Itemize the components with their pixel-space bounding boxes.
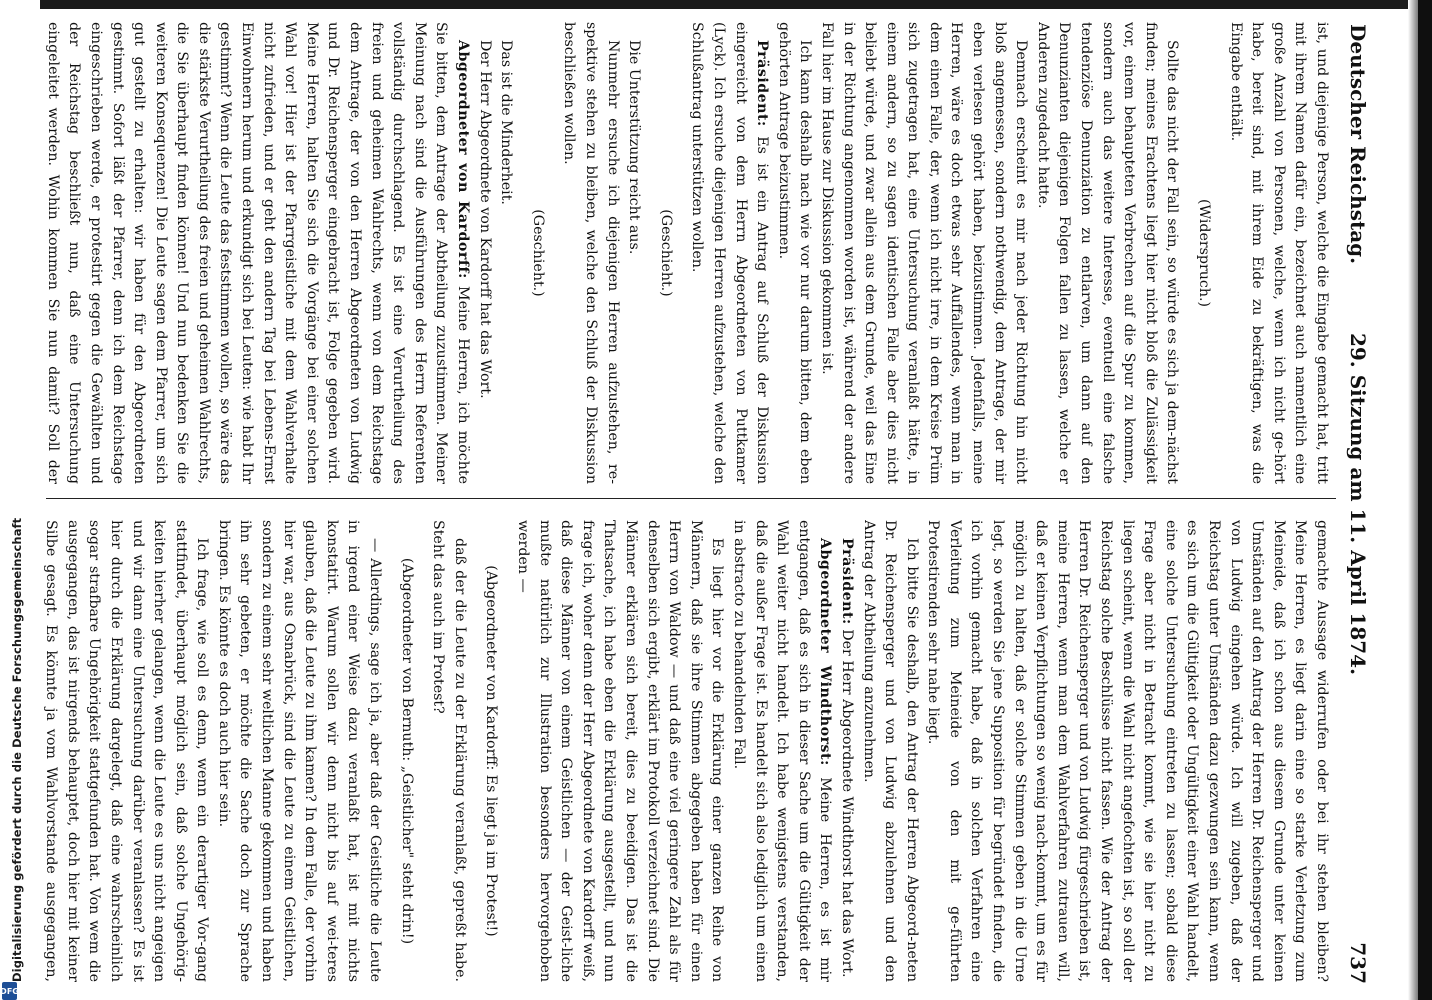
paragraph-text: Sollte das nicht der Fall sein, so würde es sich ja dem-nächst finden; meines Erachtens liegt hier nicht bloß die Zulässigkeit vor, einem behaupteten Verbrechen auf die Spur zu kommen, sondern auch das weitere Interesse, eventuell eine falsche tendenziöse Denunziation zu entlarven, um dann auf den Denunzianten diejenigen Folgen fallen zu lassen, welche er Anderen zugedacht hatte. bbox=[1034, 22, 1181, 484]
speaker-name: Abgeordneter von Kardorff: bbox=[455, 40, 472, 279]
paragraph-text: Der Herr Abgeordnete Windthorst hat das Wort. bbox=[838, 624, 855, 978]
right-column bbox=[42, 520, 1332, 982]
paragraph-text: (Abgeordneter von Bernuth: „Geistlicher" steht drin!) bbox=[398, 557, 415, 945]
speaker-name: Präsident: bbox=[838, 538, 855, 625]
paragraph bbox=[857, 520, 922, 982]
paragraph-text: (Widerspruch.) bbox=[1196, 198, 1213, 308]
paragraph-text: Ich frage, wie soll es denn, wenn ein derartiger Vor-gang stattfindet, überhaupt möglich sein, daß solche Ungehörig-keiten hierher gelangen, wenn die Leute es uns nicht angeigen und wir dann eine Untersuchung darüber veranlassen? Es ist hier durch die Erklärung dargelegt, daß eine wahrscheinlich sogar strafbare Ungehörigkeit stattgefunden hat. Von wem die ausgegangen, das ist nirgends behauptet, doch hier mit keiner Silbe gesagt. Es könnte ja vom Wahlvorstande ausgegangen, bbox=[43, 520, 211, 982]
paragraph bbox=[212, 520, 385, 982]
speaker-name: Präsident: bbox=[754, 40, 771, 127]
paragraph-text: Das ist die Minderheit. bbox=[498, 40, 515, 205]
page-number: 737 bbox=[1346, 942, 1370, 984]
paragraph bbox=[42, 22, 473, 484]
paragraph-text: Meine Herren, es ist mir entgangen, daß es sich in dieser Sache um die Gültigkeit der Wahl weiter nicht handelt. Ich habe wenigstens verstanden, daß die außer Frage ist. Es handelt sich also lediglich um einen in abstracto zu behandelnden Fall. bbox=[730, 520, 834, 982]
paragraph bbox=[922, 520, 1332, 982]
paragraph-text: ist, und diejenige Person, welche die Eingabe gemacht hat, tritt mit ihrem Namen dafür ein, bezeichnet auch namentlich eine große Anzahl von Personen, welche, wenn ich nicht ge-hört habe, bereit sind, mit ihrem Eide zu bekräftigen, was die Eingabe enthält. bbox=[1227, 22, 1330, 484]
paragraph-text: (Geschieht.) bbox=[657, 209, 674, 297]
paragraph-text: Demnach erscheint es mir nach jeder Richtung hin nicht bloß angemessen, sondern nothwendig, dem Antrage, der mir eben verlesen gehört haben, beizustimmen. Jedenfalls, meine Herren, wäre es doch etwas sehr Auffallendes, wenn man in dem einen Falle, der, wenn ich nicht irre, in dem Kreise Prüm sich zugetragen hat, eine Untersuchung veranlaßt hätte, in einem andern, so zu sagen identischen Falle aber dies nicht beliebt würde, und zwar allein aus dem Grunde, weil das Eine in der Richtung angenommen worden ist, während der andere Fall hier im Hause zur Diskussion gekommen ist. bbox=[818, 22, 1030, 484]
paragraph bbox=[495, 22, 517, 484]
paragraph bbox=[686, 22, 772, 484]
document-page bbox=[31, 8, 1376, 998]
paragraph-text: Es ist ein Antrag auf Schluß der Diskussion eingereicht von dem Herrn Abgeordneten von Puttkamer (Lyck). Ich ersuche diejenigen Herren aufzustehen, welche den Schlußantrag unterstützen wollen. bbox=[689, 22, 771, 484]
paragraph-text: daß der die Leute zu der Erklärung veranlaßt, gepreßt habe. Steht das auch im Protest? bbox=[430, 520, 468, 982]
paragraph bbox=[835, 520, 857, 982]
paragraph bbox=[42, 520, 212, 982]
scan-edge-shadow bbox=[1408, 0, 1418, 1000]
paragraph bbox=[815, 22, 1031, 484]
paragraph-text: gemachte Aussage widerrufen oder bei ihr stehen bleiben? Meine Herren, es liegt darin eine so starke Verletzung zum Meineide, daß ich schon aus diesem Grunde unter keinen Umständen auf den Antrag der Herren Dr. Reichensperger und von Ludwig eingehen würde. Ich will zugeben, daß der Reichstag unter Umständen dazu gezwungen sein kann, wenn es sich um die Gültigkeit oder Ungültigkeit einer Wahl handelt, eine solche Untersuchung eintreten zu lassen; sobald diese Frage aber nicht in Betracht kommt, wie sie hier nicht zu liegen scheint, wenn die Wahl nicht angefochten ist, so soll der Reichstag solche Beschlüsse nicht fassen. Wie der Antrag der Herren Dr. Reichensperger und von Ludwig fürgeschrieben ist, meine Herren, wenn man dem Wahlverfahren zutrauen will, daß er keinen Verpflichtungen so wenig nach-kommt, um es für möglich zu halten, daß er solche Stimmen geben in die Urne legt, so werden Sie jene Supposition für begründet finden, die ich vorhin gemacht habe, daß in solchen Verfahren eine Verleitung zum Meineide von den mit ge-führten Protestirenden sehr nahe liegt. bbox=[925, 520, 1330, 982]
header-session: 29. Sitzung am 11. April 1874. bbox=[1346, 332, 1370, 676]
paragraph bbox=[480, 520, 502, 982]
speaker-name: Abgeordneter Windthorst: bbox=[817, 538, 834, 766]
left-column bbox=[42, 22, 1332, 484]
paragraph-text: (Abgeordneter von Kardorff: Es liegt ja im Protest!) bbox=[483, 565, 500, 937]
paragraph bbox=[727, 520, 835, 982]
paragraph bbox=[1224, 22, 1332, 484]
scan-edge-right bbox=[1418, 0, 1432, 1000]
paragraph-text: Ich bitte Sie deshalb, den Antrag der Herren Abgeord-neten Dr. Reichensperger und von Ludwig abzulehnen und den Antrag der Abtheilung anzunehmen. bbox=[860, 520, 920, 982]
paragraph bbox=[654, 22, 676, 484]
paragraph bbox=[473, 22, 495, 484]
paragraph-text: Ich kann deshalb nach wie vor nur darum bitten, dem eben gehörten Antrage beizustimmen. bbox=[775, 22, 814, 484]
watermark bbox=[0, 517, 24, 1000]
paragraph-text: Die Unterstützung reicht aus. bbox=[626, 40, 643, 255]
column-divider bbox=[46, 498, 1336, 499]
paragraph bbox=[511, 520, 727, 982]
paragraph-text: — Allerdings, sage ich ja, aber daß der Geistliche die Leute in irgend einer Weise dazu veranlaßt hat, ist mit nichts konstatirt. Warum sollen wir denn nicht bis auf wei-teres glauben, daß die Leute zu ihm kamen? In dem Falle, der vorhin hier war, aus Osnabrück, sind die Leute zu einem Geistlichen, sondern zu einem sehr weltlichen Manne gekommen und haben ihn sehr gebeten, er möchte die Sache doch zur Sprache bringen. Es könnte es doch auch hier sein. bbox=[215, 520, 384, 982]
paragraph bbox=[558, 22, 623, 484]
watermark-text: Digitalisierung gefördert durch die Deutsche Forschungsgemeinschaft bbox=[10, 517, 24, 982]
paragraph-text: Der Herr Abgeordnete von Kardorff hat das Wort. bbox=[476, 40, 493, 399]
paragraph bbox=[1031, 22, 1182, 484]
paragraph bbox=[623, 22, 645, 484]
paragraph bbox=[772, 22, 815, 484]
paragraph bbox=[395, 520, 417, 982]
paragraph bbox=[427, 520, 470, 982]
dfg-logo-icon: DFG bbox=[2, 982, 17, 1000]
header-publication: Deutscher Reichstag. bbox=[1346, 24, 1370, 265]
paragraph-text: Meine Herren, ich möchte Sie bitten, dem Antrage der Abtheilung zuzustimmen. Meiner Meinung nach sind die Ausführungen des Herrn Referenten vollständig durchschlagend. Es ist eine Verurtheilung des freien und geheimen Wahlrechts, wenn von dem Reichstage dem Antrage, der von den Herren Abgeordneten von Ludwig und Dr. Reichensperger eingebracht ist, Folge gegeben wird. Meine Herren, halten Sie sich die Vorgänge bei einer solchen Wahl vor! Hier ist der Pfarrgeistliche mit dem Wahlverhalte nicht zufrieden, und er geht den andern Tag bei Lebens-Ernst Einwohnern herum und erkundigt sich bei Leuten: wie habt Ihr gestimmt? Wenn die Leute das feststimmen wollen, so wäre das die stärkste Verurtheilung des freien und geheimen Wahlrechts, die Sie überhaupt finden können! Und nun bedenken Sie die weiteren Konsequenzen! Die Leute sagen dem Pfarrer, um sich gut gestellt zu erhalten: wir haben für den Abgeordneten gestimmt. Sofort läßt der Pfarrer, denn ich dem Reichstage eingeschrieben werde, er protestirt gegen die Gewählten und der Reichstag beschließt nun, daß eine Untersuchung eingeleitet werden. Wohin kommen Sie nun damit? Soll der bbox=[44, 22, 472, 484]
paragraph bbox=[526, 22, 548, 484]
paragraph-text: (Geschieht.) bbox=[529, 209, 546, 297]
paragraph-text: Nunmehr ersuche ich diejenigen Herren aufzustehen, re-spektive stehen zu bleiben, welche den Schluß der Diskussion beschließen wollen. bbox=[561, 22, 621, 484]
page-header bbox=[1342, 24, 1376, 984]
paragraph bbox=[1192, 22, 1214, 484]
paragraph-text: Es liegt hier vor die Erklärung einer ganzen Reihe von Männern, daß sie ihre Stimmen abgegeben haben für einen Herrn von Waldow — und daß eine viel geringere Zahl als für denselben sich ergibt, erklärt im Protokoll verzeichnet sind. Die Männer erklären sich bereit, dies zu beeidigen. Das ist die Thatsache, ich habe eben die Erklärung ausgestellt, und nun frage ich, woher denn der Herr Abgeordnete von Kardorff weiß, daß diese Männer von einem Geistlichen — der Geist-liche mußte natürlich zur Illustration besonders hervorgehoben werden — bbox=[515, 520, 726, 982]
